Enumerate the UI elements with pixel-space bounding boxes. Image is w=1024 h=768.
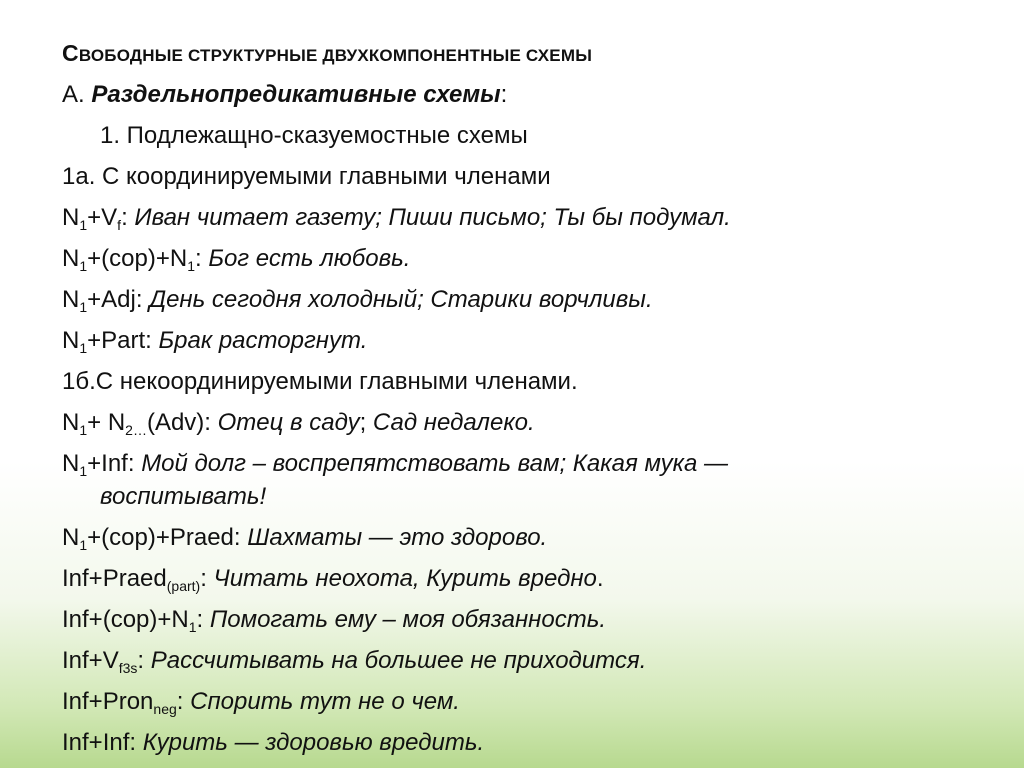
example-text: Бог есть любовь. — [208, 245, 411, 272]
scheme-row-11 — [62, 687, 460, 717]
scheme-row-2 — [62, 244, 410, 274]
example-text: День сегодня холодный; Старики ворчливы. — [149, 286, 653, 313]
formula-part: N — [62, 286, 80, 313]
scheme-row-6 — [62, 449, 728, 479]
scheme-row-7 — [62, 523, 547, 553]
scheme-row-4 — [62, 326, 367, 356]
example-text: Иван читает газету; Пиши письмо; Ты бы подумал. — [134, 204, 731, 231]
example-text: Читать неохота, Курить вредно — [213, 565, 597, 592]
example-text: Сад недалеко. — [366, 409, 535, 436]
scheme-row-12 — [62, 728, 484, 758]
formula-part: : — [194, 245, 209, 272]
formula-part: +(cop)+N — [87, 245, 188, 272]
example-text: Рассчитывать на большее не приходится. — [150, 647, 647, 674]
example-text: Отец в саду — [217, 409, 360, 436]
formula-part: N — [62, 327, 80, 354]
example-text: Помогать ему – моя обязанность. — [209, 606, 606, 633]
formula-part: N — [62, 409, 80, 436]
example-text: Спорить тут не о чем. — [190, 688, 460, 715]
title-rest: ВОБОДНЫЕ СТРУКТУРНЫЕ ДВУХКОМПОНЕНТНЫЕ СХЕМЫ — [78, 46, 593, 65]
scheme-row-3 — [62, 285, 653, 315]
formula-part: Inf+Praed — [62, 565, 167, 592]
scheme-row-10 — [62, 646, 646, 676]
formula-subscript: 1 — [79, 340, 88, 356]
formula-part: +Adj: — [87, 286, 150, 313]
formula-part: N — [62, 204, 80, 231]
formula-part: Inf+V — [62, 647, 119, 674]
formula-part: + N — [87, 409, 126, 436]
example-text: Мой долг – воспрепятствовать вам; Какая мука — — [141, 450, 728, 477]
formula-part: Inf+Pron — [62, 688, 154, 715]
scheme-row-9 — [62, 605, 606, 635]
section-a-suffix: : — [500, 81, 508, 108]
formula-subscript: 1 — [188, 619, 197, 635]
formula-part: +Inf: — [87, 450, 142, 477]
separator: ; — [359, 409, 367, 436]
formula-part: N — [62, 524, 80, 551]
formula-part: N — [62, 450, 80, 477]
formula-part: +(cop)+Praed: — [87, 524, 248, 551]
formula-part: : — [176, 688, 191, 715]
formula-part: +Part: — [87, 327, 159, 354]
subsection-1: 1. Подлежащно-сказуемостные схемы — [100, 122, 528, 149]
scheme-row-6-continuation: воспитывать! — [100, 483, 267, 510]
example-text: Курить — здоровью вредить. — [142, 729, 485, 756]
formula-subscript: 1 — [79, 422, 88, 438]
formula-part: Inf+Inf: — [62, 729, 143, 756]
section-a — [62, 80, 507, 110]
formula-subscript: 1 — [79, 217, 88, 233]
formula-part: . — [596, 565, 604, 592]
formula-part: +V — [87, 204, 118, 231]
scheme-row-5 — [62, 408, 535, 438]
scheme-row-1 — [62, 203, 731, 233]
example-text: Шахматы — это здорово. — [247, 524, 548, 551]
formula-part: (Adv): — [146, 409, 218, 436]
formula-subscript: (part) — [166, 578, 201, 594]
formula-subscript: f3s — [118, 660, 138, 676]
section-a-label: Раздельнопредикативные схемы — [91, 81, 501, 108]
subsection-1a: 1а. С координируемыми главными членами — [62, 163, 551, 190]
formula-part: : — [121, 204, 135, 231]
formula-part: N — [62, 245, 80, 272]
example-text: Брак расторгнут. — [158, 327, 368, 354]
scheme-row-8 — [62, 564, 604, 594]
formula-subscript: 2… — [125, 422, 147, 438]
formula-subscript: 1 — [79, 537, 88, 553]
formula-part: : — [137, 647, 151, 674]
formula-subscript: neg — [153, 701, 177, 717]
formula-part: : — [200, 565, 214, 592]
formula-subscript: 1 — [79, 299, 88, 315]
section-a-prefix: А. — [62, 81, 92, 108]
formula-subscript: 1 — [187, 258, 195, 274]
formula-part: Inf+(cop)+N — [62, 606, 189, 633]
formula-subscript: f — [117, 217, 122, 233]
subsection-1b: 1б.С некоординируемыми главными членами. — [62, 368, 578, 395]
formula-subscript: 1 — [79, 258, 88, 274]
formula-subscript: 1 — [79, 463, 88, 479]
title-first-letter: С — [62, 40, 79, 66]
slide-title — [62, 40, 592, 67]
formula-part: : — [196, 606, 210, 633]
